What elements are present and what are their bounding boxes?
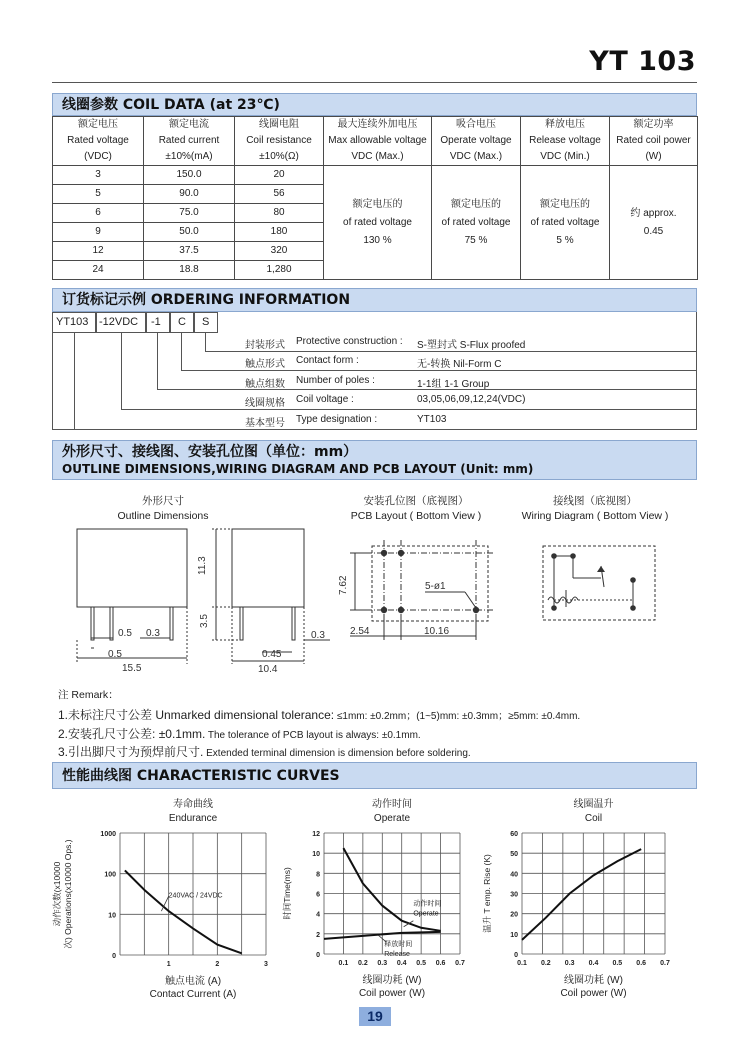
- series-line: [522, 849, 641, 940]
- dim-label: 7.62: [338, 575, 349, 595]
- x-tick-label: 0.6: [435, 960, 446, 967]
- coil-header-cell: 线圈电阻 Coil resistance ±10%(Ω): [235, 117, 324, 166]
- x-tick-label: 0.4: [396, 960, 407, 967]
- x-tick-label: 0.5: [612, 960, 623, 967]
- coil-header-cell: 吸合电压 Operate voltage VDC (Max.): [432, 117, 521, 166]
- x-tick-label: 0.4: [588, 960, 599, 967]
- x-tick-label: 0.7: [660, 960, 670, 967]
- coil-cell: 18.8: [144, 261, 235, 280]
- outline-drawings: [0, 520, 750, 682]
- coil-row: [53, 166, 698, 185]
- ordering-rule: [121, 409, 697, 410]
- endurance-chart: [52, 793, 282, 1003]
- dim-label: 11.3: [197, 556, 208, 575]
- pcb-hole: [398, 550, 404, 556]
- coil-max-voltage-cell: 额定电压的 of rated voltage 130 %: [324, 166, 432, 280]
- coil-cell: 12: [53, 242, 144, 261]
- y-tick-label: 10: [108, 912, 116, 920]
- remark-title: 注 Remark：: [58, 689, 119, 701]
- y-tick-label: 6: [316, 891, 320, 899]
- chart-ylabel: 动作次数(x10000: [52, 861, 62, 927]
- chart-xlabel-en: Coil power (W): [358, 988, 426, 999]
- coil-cell: 20: [235, 166, 324, 185]
- wiring-outline: [543, 546, 655, 620]
- ordering-cn: 触点组数: [245, 379, 285, 390]
- ordering-val: 1-1组 1-1 Group: [417, 379, 490, 390]
- wiring-pin: [551, 553, 557, 559]
- coil-header-cell: 释放电压 Release voltage VDC (Min.): [521, 117, 610, 166]
- coil-cell: 24: [53, 261, 144, 280]
- series-label: Release: [384, 951, 410, 959]
- wiring-pin: [630, 577, 636, 583]
- outline-label-cn: 外形尺寸: [142, 495, 184, 507]
- x-tick-label: 0.7: [455, 960, 465, 967]
- ordering-rule: [205, 351, 697, 352]
- ordering-val: S-塑封式 S-Flux proofed: [417, 340, 526, 351]
- outline-title-bar: [52, 440, 697, 480]
- y-tick-label: 0: [514, 952, 518, 959]
- dim-label: 0.5: [108, 649, 122, 660]
- chart-title-en: Endurance: [168, 813, 218, 824]
- dim-label: 2.54: [350, 626, 370, 637]
- ordering-leader: [74, 333, 75, 430]
- x-tick-label: 0.5: [416, 960, 427, 967]
- x-tick-label: 2: [215, 961, 220, 968]
- ordering-val: 03,05,06,09,12,24(VDC): [417, 394, 526, 405]
- page-number: 19: [359, 1007, 391, 1026]
- coil-header-row: [53, 117, 698, 166]
- chart-xlabel-en: Coil power (W): [560, 988, 627, 999]
- coil-data-table: [52, 116, 698, 280]
- code-poles: -1: [151, 316, 161, 328]
- relay-pin: [91, 607, 94, 640]
- y-tick-label: 100: [104, 871, 116, 879]
- outline-title-cn: 外形尺寸、接线图、安装孔位图（单位：mm）: [62, 444, 358, 460]
- dim-label: 15.5: [122, 663, 142, 674]
- dim-label: 3.5: [199, 614, 210, 628]
- ordering-en: Contact form :: [296, 355, 359, 366]
- chart-title-en: Operate: [373, 813, 411, 824]
- coil-header-cell: 最大连续外加电压 Max allowable voltage VDC (Max.): [324, 117, 432, 166]
- coil-power-cell: 约 approx. 0.45: [610, 166, 698, 280]
- chart-xlabel-cn: 线圈功耗 (W): [362, 975, 422, 986]
- chart-xlabel-en: Contact Current (A): [149, 989, 237, 1000]
- relay-front-body: [77, 529, 187, 607]
- ordering-val: YT103: [417, 414, 447, 425]
- ordering-cn: 触点形式: [245, 359, 285, 370]
- coil-cell: 5: [53, 185, 144, 204]
- model-title: YT 103: [589, 46, 696, 77]
- y-tick-label: 60: [510, 831, 518, 838]
- series-label: 240VAC / 24VDC: [168, 892, 223, 900]
- wiring-label-cn: 接线图（底视图）: [553, 495, 637, 507]
- coil-release-voltage-cell: 额定电压的 of rated voltage 5 %: [521, 166, 610, 280]
- relay-pin: [240, 607, 243, 640]
- y-tick-label: 0: [112, 953, 116, 960]
- coil-header-cell: 额定电压 Rated voltage (VDC): [53, 117, 144, 166]
- coil-cell: 320: [235, 242, 324, 261]
- dim-label: 10.4: [258, 664, 278, 675]
- coil-header-cell: 额定功率 Rated coil power (W): [610, 117, 698, 166]
- coil-header-cell: 额定电流 Rated current ±10%(mA): [144, 117, 235, 166]
- relay-pin: [110, 607, 113, 640]
- remark-line-1: 1.未标注尺寸公差 Unmarked dimensional tolerance: ≤1mm: ±0.2mm；(1~5)mm: ±0.3mm；≥5mm: ±0.4mm.: [58, 708, 581, 722]
- remark-line-3: 3.引出脚尺寸为预焊前尺寸. Extended terminal dimension is dimension before soldering.: [58, 745, 471, 759]
- pcb-hole: [381, 550, 387, 556]
- series-label: 释放时间: [384, 940, 413, 948]
- y-tick-label: 10: [510, 931, 518, 939]
- x-tick-label: 0.1: [338, 960, 349, 967]
- dim-label: 0.45: [262, 649, 282, 660]
- x-tick-label: 3: [264, 961, 268, 968]
- coil-cell: 80: [235, 204, 324, 223]
- pcb-label-en: PCB Layout ( Bottom View ): [350, 510, 482, 522]
- chart-title-en: Coil: [584, 813, 603, 824]
- header-rule: [52, 82, 697, 83]
- y-tick-label: 20: [510, 911, 518, 919]
- outline-label-en: Outline Dimensions: [117, 510, 209, 522]
- chart-ylabel: 温升 T emp. Rise (K): [482, 854, 492, 933]
- x-tick-label: 0.3: [377, 960, 388, 967]
- code-type: YT103: [56, 316, 89, 328]
- y-tick-label: 12: [312, 831, 320, 838]
- operate-time-chart: [282, 793, 482, 1003]
- coil-cell: 90.0: [144, 185, 235, 204]
- coil-cell: 1,280: [235, 261, 324, 280]
- coil-cell: 180: [235, 223, 324, 242]
- chart-xlabel-cn: 触点电流 (A): [164, 976, 222, 987]
- chart-title-cn: 寿命曲线: [173, 799, 213, 810]
- ordering-rule: [181, 370, 697, 371]
- code-contact: C: [178, 316, 186, 328]
- dim-label: 5-ø1: [425, 581, 446, 592]
- pcb-hole: [381, 607, 387, 613]
- x-tick-label: 0.2: [357, 960, 368, 967]
- pcb-hole: [473, 607, 479, 613]
- relay-pin: [170, 607, 173, 640]
- wiring-pin: [570, 553, 576, 559]
- ordering-en: Type designation :: [296, 414, 378, 425]
- coil-cell: 37.5: [144, 242, 235, 261]
- x-tick-label: 1: [166, 961, 171, 968]
- wiring-label-en: Wiring Diagram ( Bottom View ): [521, 510, 669, 522]
- coil-cell: 9: [53, 223, 144, 242]
- pcb-hole: [398, 607, 404, 613]
- y-tick-label: 10: [312, 851, 320, 859]
- ordering-val: 无-转换 Nil-Form C: [417, 359, 502, 370]
- y-tick-label: 8: [316, 871, 320, 879]
- y-tick-label: 4: [316, 911, 320, 919]
- coil-cell: 56: [235, 185, 324, 204]
- coil-cell: 50.0: [144, 223, 235, 242]
- coil-data-title: 线圈参数 COIL DATA (at 23℃): [52, 93, 697, 116]
- ordering-leader: [181, 333, 182, 370]
- series-label: Operate: [413, 910, 439, 918]
- coil-cell: 75.0: [144, 204, 235, 223]
- dim-label: 10.16: [424, 626, 450, 637]
- wiring-pin: [551, 605, 557, 611]
- ordering-en: Protective construction :: [296, 336, 403, 347]
- y-tick-label: 0: [316, 952, 320, 959]
- y-tick-label: 2: [316, 931, 320, 939]
- dim-label: 0.3: [311, 630, 325, 641]
- dim-label: 0.5: [118, 628, 132, 639]
- chart-ylabel: 次) Operations(x10000 Ops.): [63, 839, 73, 949]
- x-tick-label: 0.2: [540, 960, 551, 967]
- relay-pin: [292, 607, 295, 640]
- ordering-cn: 封装形式: [245, 340, 285, 351]
- x-tick-label: 0.3: [564, 960, 575, 967]
- dim-label: 0.3: [146, 628, 160, 639]
- outline-title-en: OUTLINE DIMENSIONS,WIRING DIAGRAM AND PCB LAYOUT (Unit: mm): [62, 462, 534, 476]
- y-tick-label: 1000: [100, 831, 116, 838]
- pcb-label-cn: 安装孔位图（底视图）: [363, 495, 469, 507]
- y-tick-label: 30: [510, 891, 518, 899]
- temperature-rise-chart: [482, 793, 700, 1003]
- coil-operate-voltage-cell: 额定电压的 of rated voltage 75 %: [432, 166, 521, 280]
- y-tick-label: 40: [510, 871, 518, 879]
- ordering-title: 订货标记示例 ORDERING INFORMATION: [52, 288, 697, 312]
- ordering-en: Coil voltage :: [296, 394, 354, 405]
- remark-line-2: 2.安装孔尺寸公差: ±0.1mm. The tolerance of PCB layout is always: ±0.1mm.: [58, 727, 421, 741]
- y-tick-label: 50: [510, 851, 518, 859]
- wiring-pin: [630, 605, 636, 611]
- x-tick-label: 0.1: [517, 960, 527, 967]
- ordering-en: Number of poles :: [296, 375, 375, 386]
- ordering-leader: [157, 333, 158, 389]
- series-label: 动作时间: [413, 900, 442, 908]
- chart-title-cn: 动作时间: [372, 799, 412, 810]
- coil-cell: 3: [53, 166, 144, 185]
- ordering-leader: [205, 333, 206, 351]
- coil-cell: 150.0: [144, 166, 235, 185]
- code-construction: S: [202, 316, 210, 328]
- relay-side-body: [232, 529, 304, 607]
- chart-ylabel: 时间Time(ms): [282, 867, 292, 920]
- series-line: [125, 870, 242, 953]
- coil-cell: 6: [53, 204, 144, 223]
- ordering-cn: 线圈规格: [245, 398, 285, 409]
- ordering-leader: [121, 333, 122, 409]
- x-tick-label: 0.6: [636, 960, 647, 967]
- code-voltage: -12VDC: [99, 316, 139, 328]
- chart-xlabel-cn: 线圈功耗 (W): [564, 975, 623, 986]
- series-line: [343, 848, 440, 931]
- chart-title-cn: 线圈温升: [573, 799, 614, 810]
- ordering-cn: 基本型号: [245, 418, 285, 429]
- curves-title: 性能曲线图 CHARACTERISTIC CURVES: [52, 762, 697, 789]
